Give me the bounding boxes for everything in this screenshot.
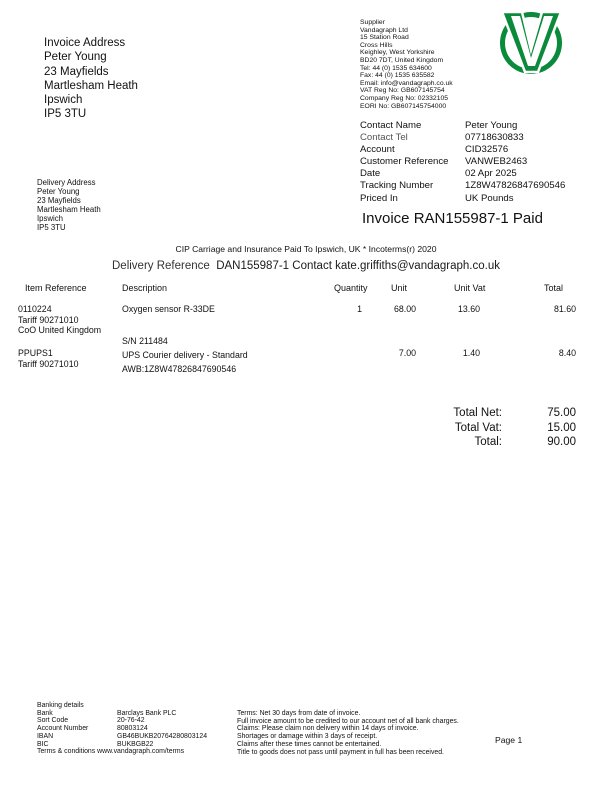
header-unit-vat: Unit Vat xyxy=(454,283,486,293)
bank-heading: Banking details xyxy=(37,702,84,709)
total-net-value: 75.00 xyxy=(547,407,576,419)
header-total: Total xyxy=(544,283,564,293)
terms-line: Title to goods does not pass until payment in full has been received. xyxy=(237,748,444,756)
header-quantity: Quantity xyxy=(334,283,368,293)
invoice-title: Invoice RAN155987-1 Paid xyxy=(362,210,543,227)
bank-values xyxy=(117,702,207,748)
header-unit: Unit xyxy=(391,283,408,293)
bank-value: Barclays Bank PLC xyxy=(117,709,177,717)
item-unit-vat: 1.40 xyxy=(462,348,480,358)
bank-value: BUKBGB22 xyxy=(117,740,154,748)
supplier-heading: Supplier xyxy=(360,19,385,26)
item-unit-price: 7.00 xyxy=(398,348,416,358)
bank-value-blank xyxy=(117,702,207,710)
table-row-item xyxy=(18,304,101,336)
incoterms-line: CIP Carriage and Insurance Paid To Ipswich, UK * Incoterms(r) 2020 xyxy=(175,244,437,254)
item-tariff: Tariff 90271010 xyxy=(18,358,79,369)
supplier-line: Email: info@vandagraph.co.uk xyxy=(360,79,453,87)
supplier-line: Cross Hills xyxy=(360,41,393,49)
meta-row xyxy=(360,132,565,144)
delivery-address-line: IP5 3TU xyxy=(37,223,66,232)
delivery-reference-label: Delivery Reference xyxy=(112,260,210,272)
item-total: 8.40 xyxy=(558,348,576,358)
terms-line: Claims: Please claim non delivery within 14 days of invoice. xyxy=(237,725,419,733)
bank-label: Account Number xyxy=(37,725,89,733)
meta-key: Date xyxy=(360,168,381,180)
total-vat-label: Total Vat: xyxy=(454,421,502,434)
meta-row xyxy=(360,193,565,205)
supplier-line: VAT Reg No: GB607145754 xyxy=(360,87,445,95)
meta-row xyxy=(360,144,565,156)
totals-labels xyxy=(420,406,502,450)
item-description: UPS Courier delivery - Standard xyxy=(122,350,248,360)
meta-key: Contact Name xyxy=(360,120,422,131)
invoice-address-line: Peter Young xyxy=(44,51,107,64)
bank-label: Sort Code xyxy=(37,717,69,725)
meta-row xyxy=(360,168,565,180)
bank-label: Bank xyxy=(37,709,53,717)
terms-line: Full invoice amount to be credited to our account net of all bank charges. xyxy=(237,717,459,725)
invoice-address-line: Martlesham Heath xyxy=(44,79,138,92)
item-code: PPUPS1 xyxy=(18,348,53,358)
terms-line: Terms: Net 30 days from date of invoice. xyxy=(237,710,361,717)
total-vat-value: 15.00 xyxy=(547,421,576,434)
delivery-address-line: Ipswich xyxy=(37,214,63,223)
item-description: Oxygen sensor R-33DE xyxy=(122,304,215,314)
page-number: Page 1 xyxy=(495,735,523,745)
totals-values xyxy=(520,406,576,450)
meta-key: Customer Reference xyxy=(360,156,449,168)
item-awb: AWB:1Z8W47826847690546 xyxy=(122,364,237,374)
header-item-reference: Item Reference xyxy=(25,283,87,293)
supplier-line: Fax: 44 (0) 1535 635582 xyxy=(360,72,435,80)
item-serial: S/N 211484 xyxy=(122,335,168,346)
supplier-line: EORI No: GB607145754000 xyxy=(360,102,447,110)
delivery-address xyxy=(37,178,101,232)
meta-row xyxy=(360,180,565,192)
terms-text xyxy=(237,710,459,756)
meta-value: 02 Apr 2025 xyxy=(465,168,517,180)
item-unit-price: 68.00 xyxy=(393,304,416,314)
supplier-details xyxy=(360,19,453,110)
meta-row xyxy=(360,120,565,132)
bank-value: 20-76-42 xyxy=(117,717,145,725)
meta-value: UK Pounds xyxy=(465,192,514,204)
supplier-line: BD20 7DT, United Kingdom xyxy=(360,56,444,64)
delivery-reference-value: DAN155987-1 Contact kate.griffiths@vandagraph.co.uk xyxy=(216,260,500,272)
header-description: Description xyxy=(122,283,168,293)
delivery-reference xyxy=(0,260,612,272)
table-row-description xyxy=(122,304,215,346)
meta-key: Account xyxy=(360,144,395,156)
supplier-line: Vandagraph Ltd xyxy=(360,26,408,34)
meta-value: 07718630833 xyxy=(465,132,524,144)
invoice-address-heading: Invoice Address xyxy=(44,37,126,49)
supplier-line: Company Reg No: 02332105 xyxy=(360,94,449,102)
meta-value: VANWEB2463 xyxy=(465,156,528,168)
invoice-address-line: Ipswich xyxy=(44,94,83,107)
item-total: 81.60 xyxy=(553,304,576,314)
meta-value: CID32576 xyxy=(465,144,509,156)
total-value: 90.00 xyxy=(547,436,576,448)
supplier-line: Keighley, West Yorkshire xyxy=(360,49,435,57)
supplier-line: Tel: 44 (0) 1535 634600 xyxy=(360,64,432,72)
meta-value: Peter Young xyxy=(465,120,518,131)
terms-line: Shortages or damage within 3 days of receipt. xyxy=(237,733,378,741)
delivery-address-heading: Delivery Address xyxy=(37,178,96,187)
invoice-address-line: IP5 3TU xyxy=(44,108,87,121)
meta-key: Priced In xyxy=(360,192,398,204)
meta-key: Contact Tel xyxy=(360,132,408,144)
item-quantity: 1 xyxy=(357,304,362,314)
table-row-item xyxy=(18,348,79,369)
invoice-address-line: 23 Mayfields xyxy=(44,65,109,78)
meta-value: 1Z8W47826847690546 xyxy=(465,180,566,192)
item-origin: CoO United Kingdom xyxy=(18,325,102,335)
item-unit-vat: 13.60 xyxy=(457,304,480,314)
meta-key: Tracking Number xyxy=(360,180,434,192)
delivery-address-line: 23 Mayfields xyxy=(37,196,81,205)
bank-label: IBAN xyxy=(37,732,54,740)
invoice-meta xyxy=(360,120,565,205)
bank-label: BIC xyxy=(37,740,49,748)
delivery-address-line: Martlesham Heath xyxy=(37,205,101,214)
item-code: 0110224 xyxy=(18,304,52,314)
vandagraph-logo xyxy=(498,6,564,78)
invoice-address xyxy=(44,36,138,122)
terms-link[interactable]: Terms & conditions www.vandagraph.com/terms xyxy=(37,748,185,756)
delivery-address-line: Peter Young xyxy=(37,187,80,196)
terms-line: Claims after these times cannot be entertained. xyxy=(237,740,382,748)
bank-value: 80803124 xyxy=(117,725,148,733)
meta-row xyxy=(360,156,565,168)
item-tariff: Tariff 90271010 xyxy=(18,314,79,325)
total-label: Total: xyxy=(474,436,502,448)
supplier-line: 15 Station Road xyxy=(360,34,409,42)
table-row-description xyxy=(122,348,248,376)
bank-value: GB46BUKB20764280803124 xyxy=(117,732,208,740)
total-net-label: Total Net: xyxy=(453,407,502,419)
